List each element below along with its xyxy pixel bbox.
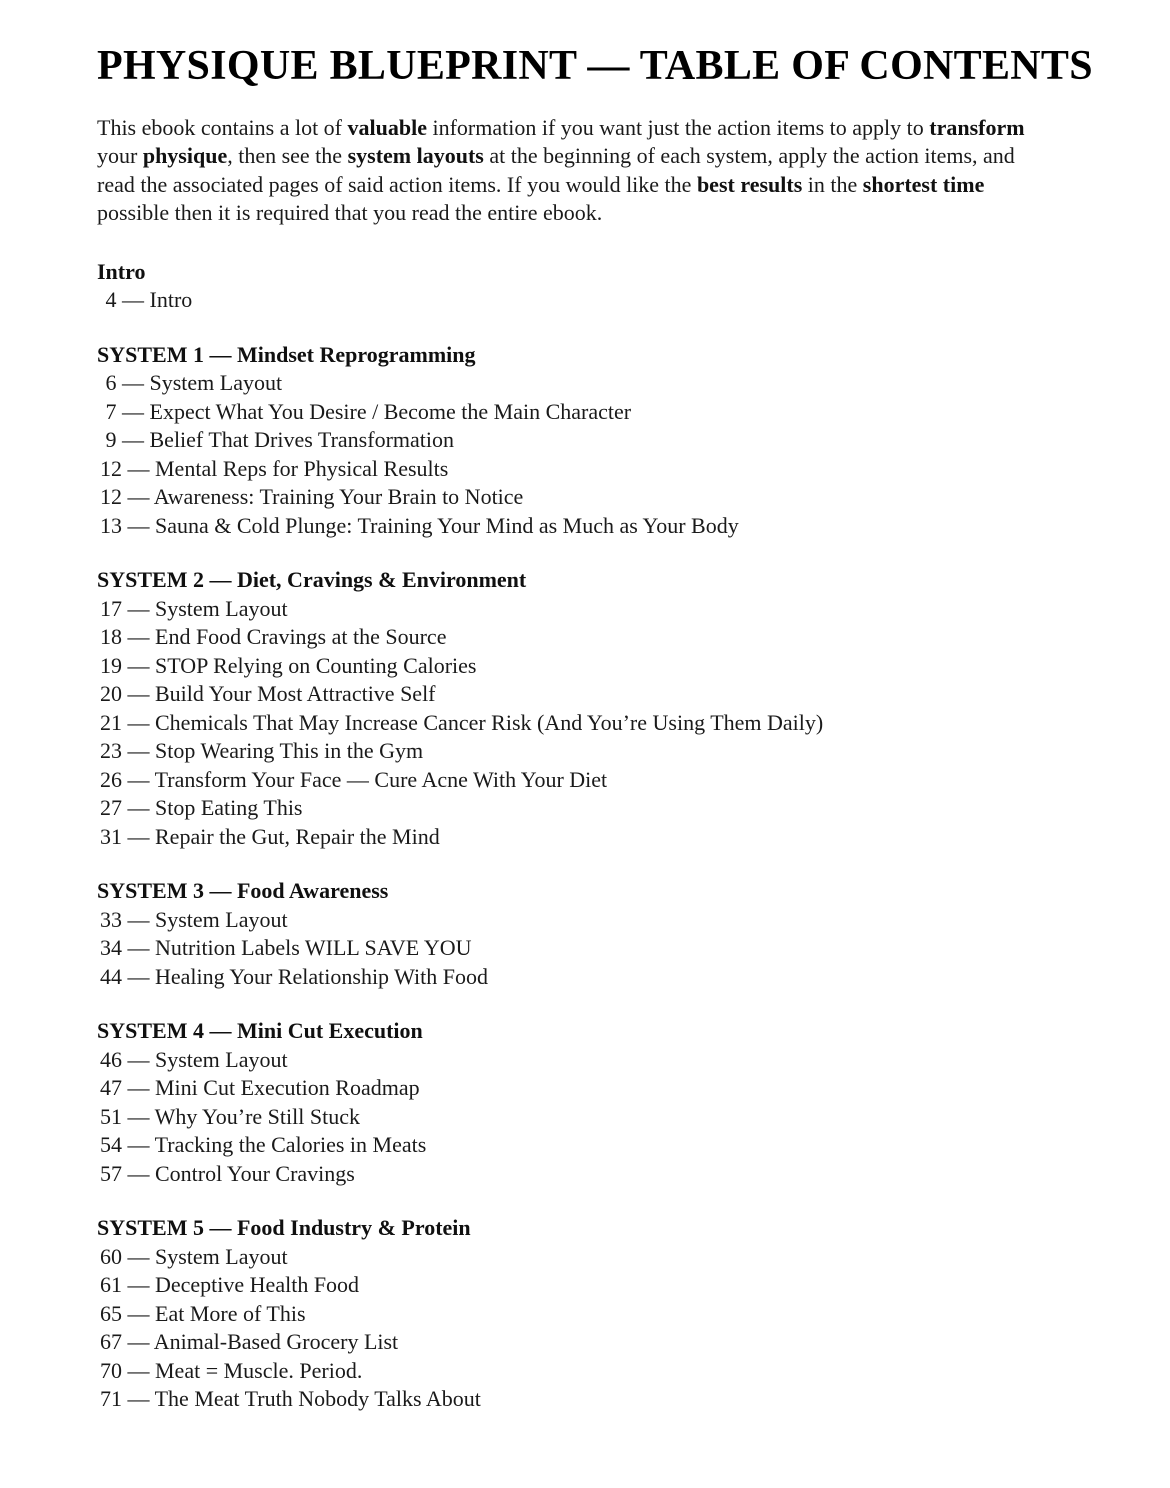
toc-item-page: 9 [100,427,117,453]
toc-section [97,877,1130,991]
toc-item-page: 26 [100,766,122,792]
page-title: PHYSIQUE BLUEPRINT — TABLE OF CONTENTS [97,43,1093,89]
toc-item-page: 70 [100,1357,122,1383]
toc-item-title: Transform Your Face — Cure Acne With Your Diet [154,766,608,792]
toc-item: 46 — System Layout [100,1046,288,1072]
toc-item-page: 18 [100,624,122,650]
toc-item-title: Meat = Muscle. Period. [155,1357,363,1383]
toc-item: 31 — Repair the Gut, Repair the Mind [100,823,440,849]
toc-item-page: 12 [100,455,122,481]
toc-item-title: Mini Cut Execution Roadmap [155,1075,420,1101]
toc-item-title: Expect What You Desire / Become the Main Character [149,398,632,424]
toc-item-page: 61 [100,1272,122,1298]
intro-paragraph-line: read the associated pages of said action items. If you would like the best results in the shortest time [97,171,985,197]
toc-item-title: Build Your Most Attractive Self [155,681,436,707]
toc-item-title: Tracking the Calories in Meats [154,1132,427,1158]
toc-item-page: 44 [100,963,122,989]
toc-item: 6 — System Layout [100,370,283,396]
toc-item-title: Chemicals That May Increase Cancer Risk (And You’re Using Them Daily) [155,709,824,735]
toc-item-title: The Meat Truth Nobody Talks About [154,1386,481,1412]
toc-item-page: 47 [100,1075,122,1101]
toc-item: 23 — Stop Wearing This in the Gym [100,738,424,764]
toc-item-title: Eat More of This [155,1300,306,1326]
toc-item: 51 — Why You’re Still Stuck [100,1103,360,1129]
section-heading: Intro [97,258,146,284]
toc-item-title: System Layout [149,370,283,396]
toc-item-page: 20 [100,681,122,707]
toc-item: 21 — Chemicals That May Increase Cancer Risk (And You’re Using Them Daily) [100,709,824,735]
section-heading: SYSTEM 4 — Mini Cut Execution [97,1018,423,1044]
toc-item-page: 21 [100,709,122,735]
toc-item-title: Intro [149,287,193,313]
toc-item-page: 33 [100,906,122,932]
toc-item-page: 34 [100,935,122,961]
toc-item-page: 65 [100,1300,122,1326]
toc-section [97,1017,1130,1188]
toc-item: 57 — Control Your Cravings [100,1160,355,1186]
intro-paragraph-line: possible then it is required that you read the entire ebook. [97,200,603,226]
toc-item: 71 — The Meat Truth Nobody Talks About [100,1386,481,1412]
toc-item: 54 — Tracking the Calories in Meats [100,1132,427,1158]
toc-item-title: System Layout [155,1046,288,1072]
toc-item-title: Mental Reps for Physical Results [155,455,449,481]
toc-item-page: 13 [100,512,122,538]
toc-item: 47 — Mini Cut Execution Roadmap [100,1075,420,1101]
toc-item-title: System Layout [155,906,288,932]
toc-section [97,341,1130,541]
toc-item-title: Deceptive Health Food [155,1272,360,1298]
toc-item-title: Stop Eating This [155,795,303,821]
section-heading: SYSTEM 3 — Food Awareness [97,878,389,904]
toc-item: 44 — Healing Your Relationship With Food [100,963,488,989]
toc-item-title: Control Your Cravings [155,1160,355,1186]
toc-item-page: 4 [100,287,117,313]
toc-item-title: Why You’re Still Stuck [154,1103,360,1129]
toc-section [97,1214,1130,1414]
toc-item-page: 71 [100,1386,122,1412]
section-heading: SYSTEM 1 — Mindset Reprogramming [97,341,476,367]
toc-item: 70 — Meat = Muscle. Period. [100,1357,363,1383]
toc-item-page: 51 [100,1103,122,1129]
toc-item-title: Awareness: Training Your Brain to Notice [153,484,524,510]
toc-item-title: Nutrition Labels WILL SAVE YOU [155,935,472,961]
section-heading: SYSTEM 2 — Diet, Cravings & Environment [97,567,527,593]
toc-item-title: System Layout [155,1243,288,1269]
section-heading: SYSTEM 5 — Food Industry & Protein [97,1215,471,1241]
intro-paragraph-line: This ebook contains a lot of valuable information if you want just the action items to apply to transform [97,114,1025,140]
toc-item: 9 — Belief That Drives Transformation [100,427,454,453]
toc-item-page: 57 [100,1160,122,1186]
toc-item: 26 — Transform Your Face — Cure Acne With Your Diet [100,766,608,792]
toc-item-page: 67 [100,1329,122,1355]
toc-item-page: 27 [100,795,122,821]
toc-item: 33 — System Layout [100,906,288,932]
toc-item: 13 — Sauna & Cold Plunge: Training Your Mind as Much as Your Body [100,512,739,538]
toc-item-title: Healing Your Relationship With Food [155,963,488,989]
toc-item-page: 19 [100,652,122,678]
toc-item-page: 6 [100,370,117,396]
toc-item-page: 17 [100,595,122,621]
toc-item-page: 7 [100,398,117,424]
toc-item: 12 — Mental Reps for Physical Results [100,455,449,481]
toc-item: 20 — Build Your Most Attractive Self [100,681,436,707]
toc-section [97,566,1130,851]
toc-item-title: Stop Wearing This in the Gym [155,738,424,764]
toc-section [97,258,1130,315]
toc-item: 12 — Awareness: Training Your Brain to Notice [100,484,524,510]
toc-item: 27 — Stop Eating This [100,795,303,821]
toc-item: 34 — Nutrition Labels WILL SAVE YOU [100,935,472,961]
toc-item-page: 12 [100,484,122,510]
toc-item: 60 — System Layout [100,1243,288,1269]
toc-sections [97,258,1130,1414]
toc-item-page: 23 [100,738,122,764]
toc-item-page: 54 [100,1132,122,1158]
toc-item: 17 — System Layout [100,595,288,621]
toc-item-page: 46 [100,1046,122,1072]
toc-item-title: Belief That Drives Transformation [149,427,454,453]
toc-item-title: Sauna & Cold Plunge: Training Your Mind as Much as Your Body [155,512,739,538]
toc-item: 65 — Eat More of This [100,1300,306,1326]
intro-paragraph-line: your physique, then see the system layouts at the beginning of each system, apply the action items, and [97,143,1015,169]
toc-item-title: Repair the Gut, Repair the Mind [155,823,440,849]
toc-item: 19 — STOP Relying on Counting Calories [100,652,477,678]
toc-item: 4 — Intro [100,287,193,313]
toc-item-page: 60 [100,1243,122,1269]
toc-item: 7 — Expect What You Desire / Become the Main Character [100,398,632,424]
toc-item: 67 — Animal-Based Grocery List [100,1329,399,1355]
toc-item: 61 — Deceptive Health Food [100,1272,360,1298]
toc-item-title: STOP Relying on Counting Calories [155,652,477,678]
intro-paragraph [97,114,1130,228]
toc-item-title: Animal-Based Grocery List [153,1329,399,1355]
toc-item-title: End Food Cravings at the Source [155,624,447,650]
toc-item-page: 31 [100,823,122,849]
toc-item-title: System Layout [155,595,288,621]
toc-item: 18 — End Food Cravings at the Source [100,624,447,650]
